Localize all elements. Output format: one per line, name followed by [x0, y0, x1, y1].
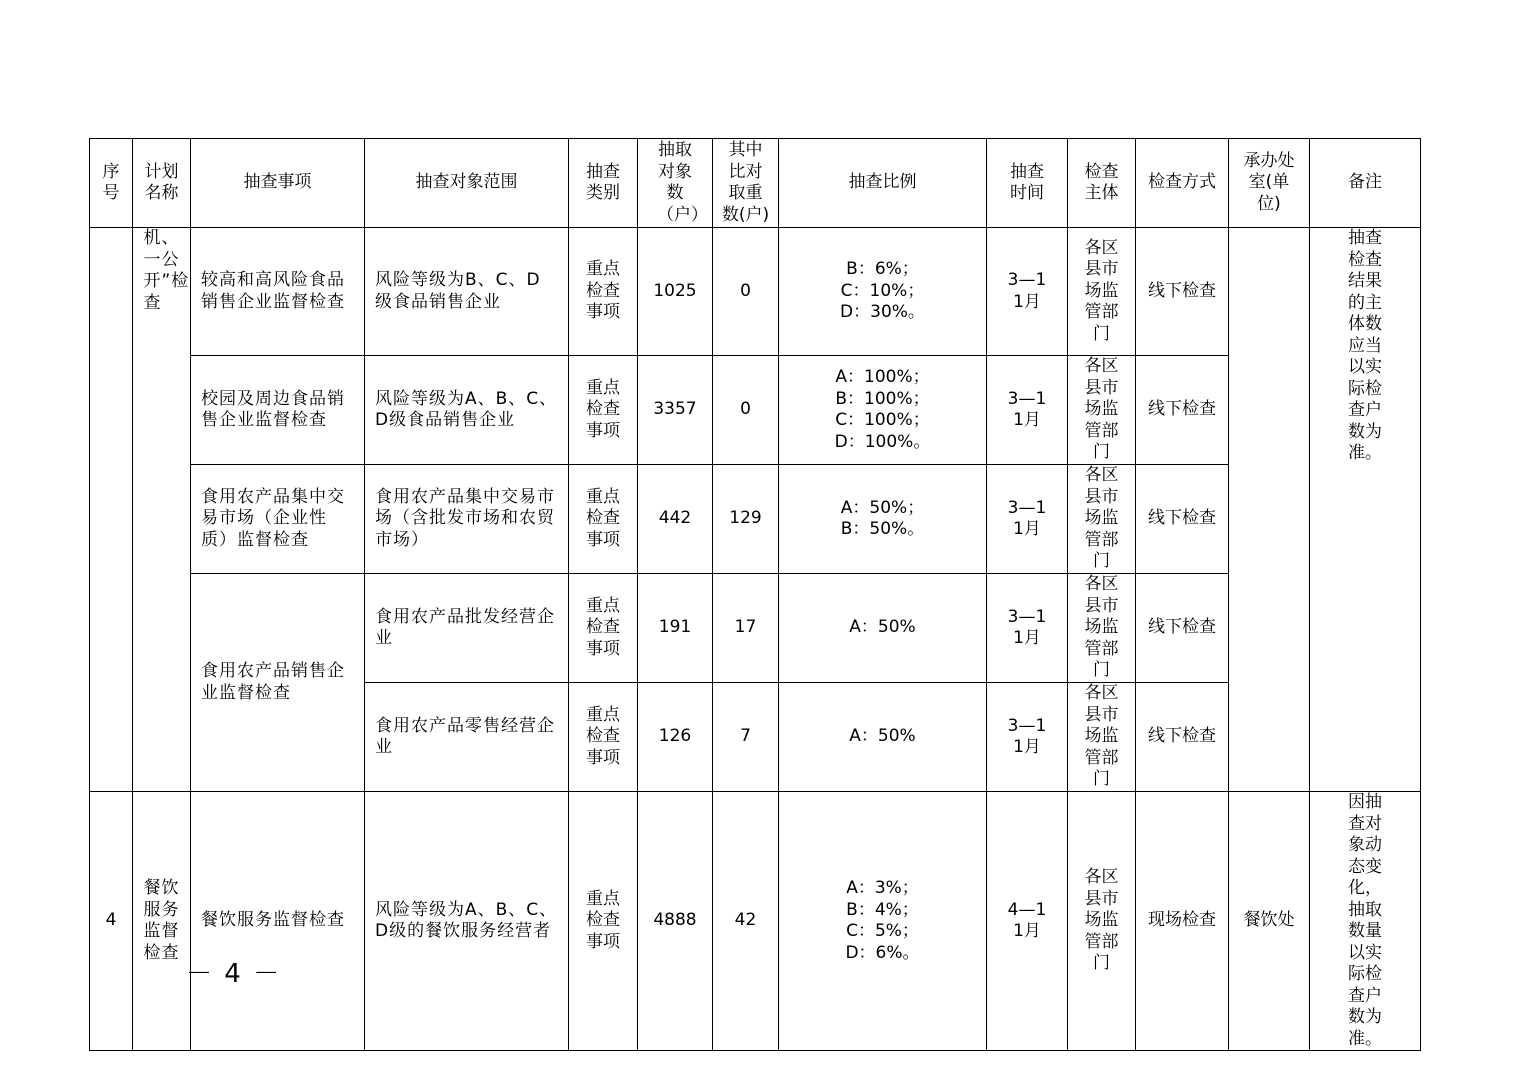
ratio-cell: A：50% [779, 683, 987, 792]
table-row [90, 356, 1421, 465]
scope-cell: 食用农产品批发经营企业 [365, 574, 569, 683]
table-row [90, 574, 1421, 683]
overlap-cell: 0 [713, 228, 779, 356]
subject-cell: 各区县市场监管部门 [1068, 465, 1136, 574]
category-cell: 重点检查事项 [569, 465, 638, 574]
overlap-cell: 17 [713, 574, 779, 683]
table-row [90, 228, 1421, 356]
scope-cell: 风险等级为B、C、D级食品销售企业 [365, 228, 569, 356]
dept-cell [1229, 228, 1310, 792]
item-cell: 餐饮服务监督检查 [191, 792, 365, 1051]
method-cell: 线下检查 [1136, 228, 1229, 356]
plan-name-cell: 餐饮服务监督检查 [133, 792, 191, 1051]
header-subject: 检查主体 [1068, 139, 1136, 228]
scope-cell: 食用农产品集中交易市场（含批发市场和农贸市场） [365, 465, 569, 574]
item-cell: 校园及周边食品销售企业监督检查 [191, 356, 365, 465]
seq-cell [90, 228, 133, 792]
category-cell: 重点检查事项 [569, 683, 638, 792]
time-cell: 4—11月 [987, 792, 1068, 1051]
time-cell: 3—11月 [987, 356, 1068, 465]
count-cell: 1025 [638, 228, 713, 356]
ratio-cell: A：3%； B：4%； C：5%； D：6%。 [779, 792, 987, 1051]
header-seq: 序号 [90, 139, 133, 228]
category-cell: 重点检查事项 [569, 574, 638, 683]
scope-cell: 风险等级为A、B、C、D级食品销售企业 [365, 356, 569, 465]
subject-cell: 各区县市场监管部门 [1068, 228, 1136, 356]
seq-cell: 4 [90, 792, 133, 1051]
count-cell: 191 [638, 574, 713, 683]
count-cell: 4888 [638, 792, 713, 1051]
category-cell: 重点检查事项 [569, 356, 638, 465]
header-count: 抽取对象数（户） [638, 139, 713, 228]
method-cell: 线下检查 [1136, 356, 1229, 465]
header-category: 抽查类别 [569, 139, 638, 228]
header-dept: 承办处室(单位) [1229, 139, 1310, 228]
inspection-plan-table [89, 138, 1421, 1051]
subject-cell: 各区县市场监管部门 [1068, 356, 1136, 465]
header-overlap: 其中比对取重数(户) [713, 139, 779, 228]
remarks-cell: 因抽查对象动态变化，抽取数量以实际检查户数为准。 [1310, 792, 1421, 1051]
dept-cell: 餐饮处 [1229, 792, 1310, 1051]
header-method: 检查方式 [1136, 139, 1229, 228]
header-row [90, 139, 1421, 228]
overlap-cell: 7 [713, 683, 779, 792]
category-cell: 重点检查事项 [569, 792, 638, 1051]
header-item: 抽查事项 [191, 139, 365, 228]
time-cell: 3—11月 [987, 228, 1068, 356]
header-plan: 计划名称 [133, 139, 191, 228]
table-row [90, 792, 1421, 1051]
item-cell: 食用农产品集中交易市场（企业性质）监督检查 [191, 465, 365, 574]
count-cell: 442 [638, 465, 713, 574]
overlap-cell: 0 [713, 356, 779, 465]
plan-name-cell: 机、一公开”检查 [133, 228, 191, 792]
ratio-cell: A：50%； B：50%。 [779, 465, 987, 574]
count-cell: 126 [638, 683, 713, 792]
header-scope: 抽查对象范围 [365, 139, 569, 228]
table-row [90, 465, 1421, 574]
subject-cell: 各区县市场监管部门 [1068, 792, 1136, 1051]
overlap-cell: 42 [713, 792, 779, 1051]
subject-cell: 各区县市场监管部门 [1068, 683, 1136, 792]
method-cell: 现场检查 [1136, 792, 1229, 1051]
item-cell: 食用农产品销售企业监督检查 [191, 574, 365, 792]
overlap-cell: 129 [713, 465, 779, 574]
category-cell: 重点检查事项 [569, 228, 638, 356]
time-cell: 3—11月 [987, 574, 1068, 683]
time-cell: 3—11月 [987, 465, 1068, 574]
header-time: 抽查时间 [987, 139, 1068, 228]
ratio-cell: A：50% [779, 574, 987, 683]
ratio-cell: A：100%； B：100%； C：100%； D：100%。 [779, 356, 987, 465]
subject-cell: 各区县市场监管部门 [1068, 574, 1136, 683]
header-remarks: 备注 [1310, 139, 1421, 228]
method-cell: 线下检查 [1136, 683, 1229, 792]
ratio-cell: B：6%； C：10%； D：30%。 [779, 228, 987, 356]
scope-cell: 食用农产品零售经营企业 [365, 683, 569, 792]
header-ratio: 抽查比例 [779, 139, 987, 228]
time-cell: 3—11月 [987, 683, 1068, 792]
count-cell: 3357 [638, 356, 713, 465]
item-cell: 较高和高风险食品销售企业监督检查 [191, 228, 365, 356]
method-cell: 线下检查 [1136, 574, 1229, 683]
page-number: － 4 － [186, 959, 282, 989]
scope-cell: 风险等级为A、B、C、D级的餐饮服务经营者 [365, 792, 569, 1051]
method-cell: 线下检查 [1136, 465, 1229, 574]
remarks-cell: 抽查检查结果的主体数应当以实际检查户数为准。 [1310, 228, 1421, 792]
